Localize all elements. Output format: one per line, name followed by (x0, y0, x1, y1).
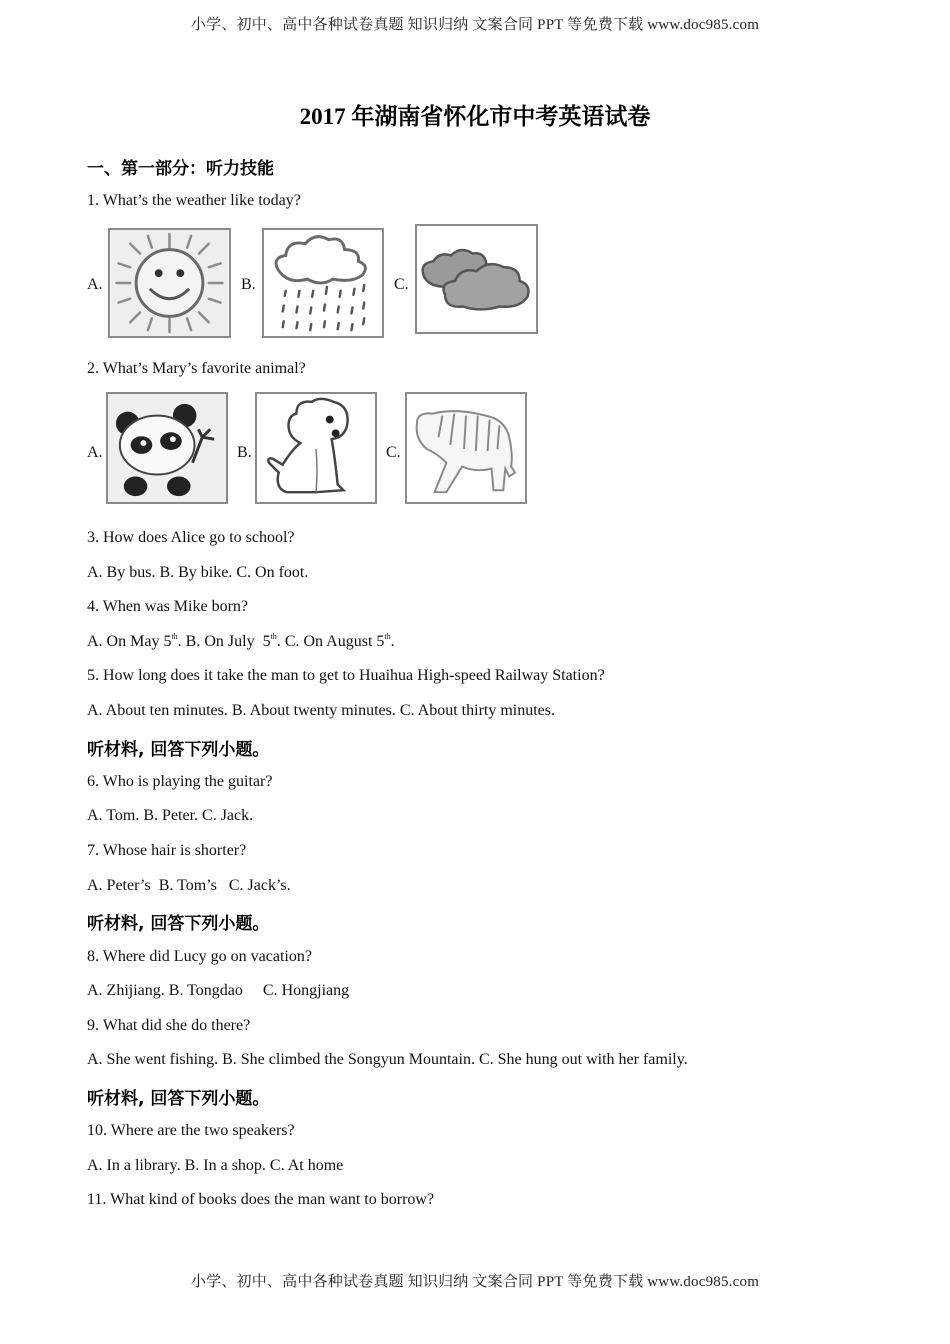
section-heading: 一、第一部分：听力技能 (87, 159, 274, 179)
question-5: 5. How long does it take the man to get to Huaihua High-speed Railway Station? (87, 667, 605, 684)
option-c-label: C. (386, 444, 401, 461)
sunny-icon (108, 228, 231, 338)
question-4: 4. When was Mike born? (87, 598, 248, 615)
question-9: 9. What did she do there? (87, 1017, 251, 1034)
question-2: 2. What’s Mary’s favorite animal? (87, 360, 306, 377)
rainy-icon (262, 228, 384, 338)
sub-instruction: 听材料, 回答下列小题。 (87, 1089, 270, 1109)
question-9-options: A. She went fishing. B. She climbed the Songyun Mountain. C. She hung out with her family. (87, 1051, 688, 1068)
panda-icon (106, 392, 228, 504)
question-10-options: A. In a library. B. In a shop. C. At home (87, 1157, 344, 1174)
question-6-options: A. Tom. B. Peter. C. Jack. (87, 807, 254, 824)
option-c-label: C. (394, 276, 409, 293)
question-1-picture-options (87, 224, 687, 344)
question-7-options: A. Peter’s B. Tom’s C. Jack’s. (87, 877, 291, 894)
footer-banner: 小学、初中、高中各种试卷真题 知识归纳 文案合同 PPT 等免费下载 www.doc985.com (190, 1274, 760, 1290)
question-6: 6. Who is playing the guitar? (87, 773, 273, 790)
question-1: 1. What’s the weather like today? (87, 192, 301, 209)
option-b-label: B. (241, 276, 256, 293)
question-3-options: A. By bus. B. By bike. C. On foot. (87, 564, 309, 581)
question-8-options: A. Zhijiang. B. Tongdao C. Hongjiang (87, 982, 350, 999)
question-2-picture-options (87, 390, 687, 510)
option-a-label: A. (87, 444, 103, 461)
question-11: 11. What kind of books does the man want to borrow? (87, 1191, 435, 1208)
sub-instruction: 听材料, 回答下列小题。 (87, 740, 270, 760)
page-title: 2017 年湖南省怀化市中考英语试卷 (299, 104, 651, 129)
tiger-icon (405, 392, 527, 504)
cloudy-icon (415, 224, 538, 334)
header-banner: 小学、初中、高中各种试卷真题 知识归纳 文案合同 PPT 等免费下载 www.doc985.com (190, 17, 760, 33)
sub-instruction: 听材料, 回答下列小题。 (87, 914, 270, 934)
question-10: 10. Where are the two speakers? (87, 1122, 295, 1139)
dog-icon (255, 392, 377, 504)
question-5-options: A. About ten minutes. B. About twenty minutes. C. About thirty minutes. (87, 702, 555, 719)
question-3: 3. How does Alice go to school? (87, 529, 295, 546)
question-8: 8. Where did Lucy go on vacation? (87, 948, 312, 965)
option-b-label: B. (237, 444, 252, 461)
question-4-options: A. On May 5th. B. On July 5th. C. On August 5th. (87, 632, 395, 650)
option-a-label: A. (87, 276, 103, 293)
question-7: 7. Whose hair is shorter? (87, 842, 247, 859)
